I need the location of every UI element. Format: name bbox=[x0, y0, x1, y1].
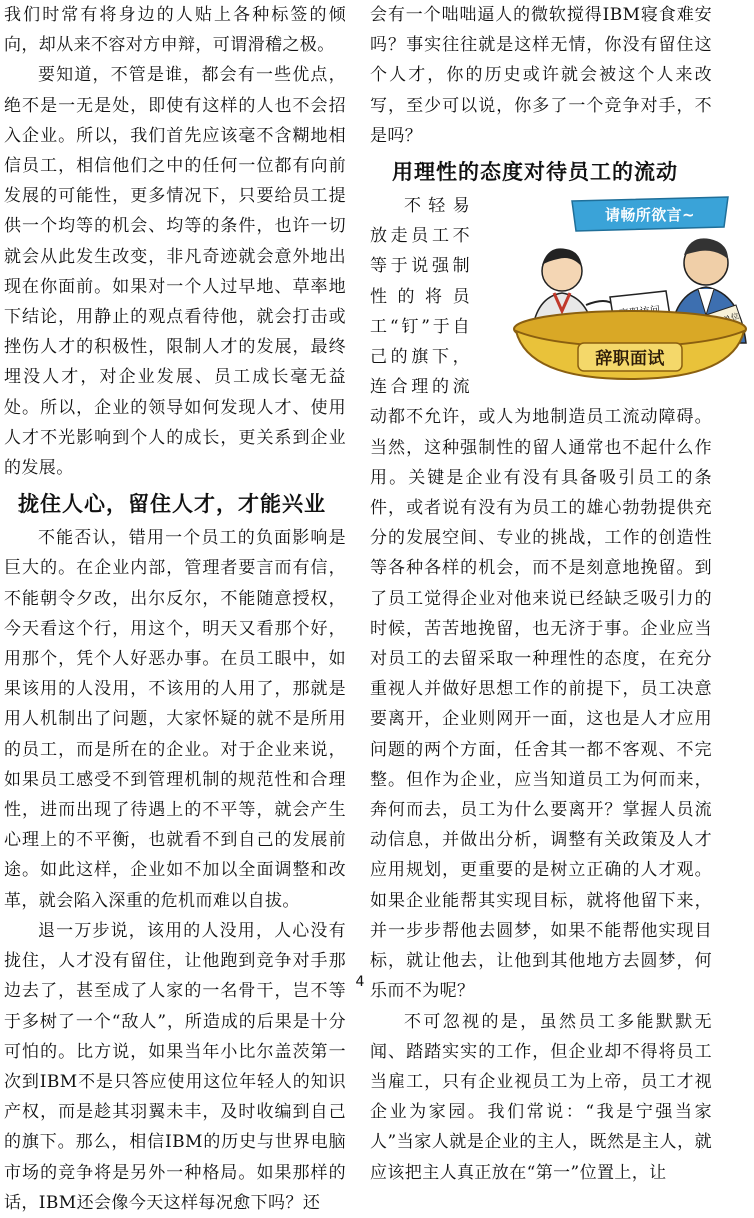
paragraph: 不可忽视的是，虽然员工多能默默无闻、踏踏实实的工作，但企业却不得将员工当雇工，只有企业视员工为上帝，员工才视企业为家园。我们常说：“我是宁强当家人”当家人就是企业的主人，既然是主人，就应该把主人真正放在“第一”位置上，让 bbox=[370, 1011, 712, 1183]
left-column bbox=[4, 0, 346, 1218]
right-column bbox=[370, 0, 712, 1188]
section-heading: 用理性的态度对待员工的流动 bbox=[392, 160, 678, 185]
paragraph: 要知道，不管是谁，都会有一些优点，绝不是一无是处，即使有这样的人也不会招入企业。所以，我们首先应该毫不含糊地相信员工，相信他们之中的任何一位都有向前发展的可能性，更多情况下，只要给员工提供一个均等的机会、均等的条件，也许一切就会从此发生改变，非凡奇迹就会意外地出现在你面前。如果对一个人过早地、草率地下结论，用静止的观点看待他，就会打击或挫伤人才的积极性，限制人才的发展，最终埋没人才，对企业发展、员工成长毫无益处。所以，企业的领导如何发现人才、使用人才不光影响到个人的成长，更关系到企业的发展。 bbox=[4, 65, 346, 479]
paragraph: 我们时常有将身边的人贴上各种标签的倾向，却从来不容对方申辩，可谓滑稽之极。 bbox=[4, 5, 346, 56]
section-heading: 拢住人心，留住人才，才能兴业 bbox=[18, 492, 326, 517]
paragraph-text: 不轻易放走员工不等于说强制性的将员工“钉”于自己的旗下，连合理的流动都不允许，或人为地制造员工流动障碍。当然，这种强制性的留人通常也不起什么作用。关键是企业有没有具备吸引员工的条件，或者说有没有为员工的雄心勃勃提供充分的发展空间、专业的挑战，工作的创造性等各种各样的机会，而不是刻意地挽留。到了员工觉得企业对他来说已经缺乏吸引力的时候，苦苦地挽留，也无济于事。企业应当对员工的去留采取一种理性的态度，在充分重视人并做好思想工作的前提下，员工决意要离开，企业则网开一面，这也是人才应用问题的两个方面，任舍其一都不客观、不完整。但作为企业，应当知道员工为何而来，奔何而去，员工为什么要离开？掌握人员流动信息，并做出分析，调整有关政策及人才应用规划，更重要的是树立正确的人才观。如果企业能帮其实现目标，就将他留下来，并一步步帮他去圆梦，如果不能帮他实现目标，就让他去，让他到其他地方去圆梦，何乐而不为呢？ bbox=[370, 196, 712, 1002]
resignation-interview-illustration bbox=[476, 193, 720, 383]
bowl-title: 辞职面试 bbox=[595, 349, 665, 370]
paragraph: 不能否认，错用一个员工的负面影响是巨大的。在企业内部，管理者要言而有信，不能朝令夕改，出尔反尔，不能随意授权，今天看这个行，用这个，明天又看那个好，用那个，凭个人好恶办事。在员工眼中，如果该用的人没用，不该用的人用了，那就是用人机制出了问题，大家怀疑的就不是所用的员工，而是所在的企业。对于企业来说，如果员工感受不到管理机制的规范性和合理性，进而出现了待遇上的不平等，就会产生心理上的不平衡，也就看不到自己的发展前途。如此这样，企业如不加以全面调整和改革，就会陷入深重的危机而难以自拔。 bbox=[4, 528, 346, 911]
banner-text: 请畅所欲言~ bbox=[605, 206, 695, 225]
employee-arm bbox=[586, 301, 614, 305]
page-number: 4 bbox=[355, 974, 365, 990]
paragraph: 会有一个咄咄逼人的微软搅得IBM寝食难安吗？事实往往就是这样无情，你没有留住这个人才，你的历史或许就会被这个人来改写，至少可以说，你多了一个竞争对手，不是吗？ bbox=[370, 5, 712, 146]
paragraph bbox=[370, 191, 712, 1006]
paragraph: 退一万步说，该用的人没用，人心没有拢住，人才没有留住，让他跑到竞争对手那边去了，甚至成了人家的一名骨干，岂不等于多树了一个“敌人”，所造成的后果是十分可怕的。比方说，如果当年小比尔盖茨第一次到IBM不是只答应使用这位年轻人的知识产权，而是趁其羽翼未丰，及时收编到自己的旗下。那么，相信IBM的历史与世界电脑市场的竞争将是另外一种格局。如果那样的话，IBM还会像今天这样每况愈下吗？还 bbox=[4, 920, 346, 1213]
